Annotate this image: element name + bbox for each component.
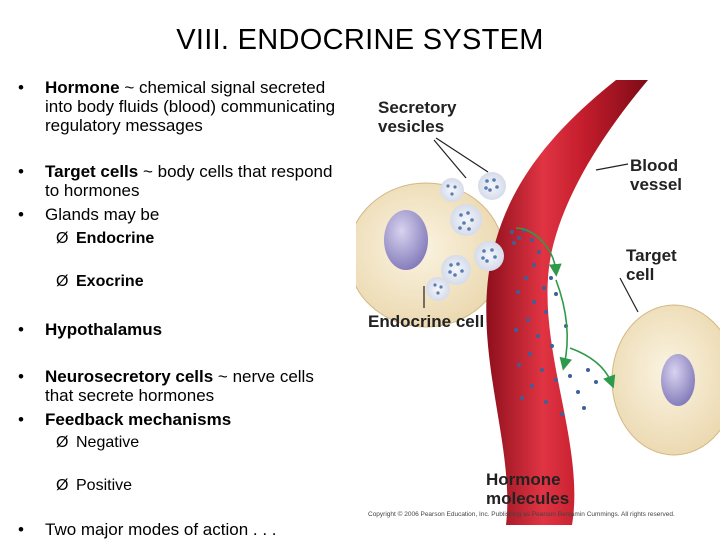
target-nucleus [661, 354, 695, 406]
flow-arrow [570, 348, 612, 384]
sub-positive [56, 476, 132, 495]
bullet-term: Hormone [45, 78, 120, 97]
arrow-bullet: Ø [56, 230, 69, 247]
bullet-term: Hypothalamus [45, 320, 163, 339]
bullet-symbol: • [18, 205, 24, 224]
sub-exocrine [56, 272, 144, 291]
bullet-symbol: • [18, 78, 24, 97]
bullet-term: Target cells [45, 162, 139, 181]
bullet-text: ~ body cells that respond to hormones [45, 162, 333, 200]
copyright-notice: Copyright © 2006 Pearson Education, Inc. Publishing as Pearson Benjamin Cummings. All rights reserved. [368, 511, 675, 518]
label-hormone-molecules: Hormone molecules [486, 470, 570, 508]
bullet-symbol: • [18, 520, 24, 539]
bullet-text: Glands may be [45, 205, 160, 224]
sub-label: Positive [76, 477, 133, 494]
sub-label: Negative [76, 434, 140, 451]
bullet-symbol: • [18, 162, 24, 181]
arrow-bullet: Ø [56, 273, 69, 290]
endocrine-figure [356, 80, 720, 525]
label-target-cell: Target cell [626, 246, 677, 284]
bullet-symbol: • [18, 367, 24, 386]
leader-line [436, 138, 488, 172]
label-endocrine-cell: Endocrine cell [368, 312, 485, 331]
blood-vessel [486, 80, 648, 525]
bullet-text: Two major modes of action . . . [45, 520, 277, 539]
bullet-term: Neurosecretory cells [45, 367, 214, 386]
sub-label: Endocrine [76, 230, 155, 247]
sub-label: Exocrine [76, 273, 144, 290]
leader-line [596, 164, 628, 170]
bullet-text: ~ nerve cells that secrete hormones [45, 367, 314, 405]
sub-endocrine [56, 229, 154, 248]
arrow-bullet: Ø [56, 477, 69, 494]
label-secretory-vesicles: Secretory vesicles [378, 98, 457, 136]
bullet-symbol: • [18, 320, 24, 339]
bullet-symbol: • [18, 410, 24, 429]
flow-arrow [556, 280, 567, 366]
sub-negative [56, 433, 139, 452]
arrow-bullet: Ø [56, 434, 69, 451]
nucleus [384, 210, 428, 270]
bullet-text: ~ chemical signal secreted into body fluids (blood) communicating regulatory messages [45, 78, 336, 135]
page-title: VIII. ENDOCRINE SYSTEM [176, 24, 544, 56]
bullet-term: Feedback mechanisms [45, 410, 232, 429]
leader-line [434, 140, 466, 178]
label-blood-vessel: Blood vessel [630, 156, 682, 194]
